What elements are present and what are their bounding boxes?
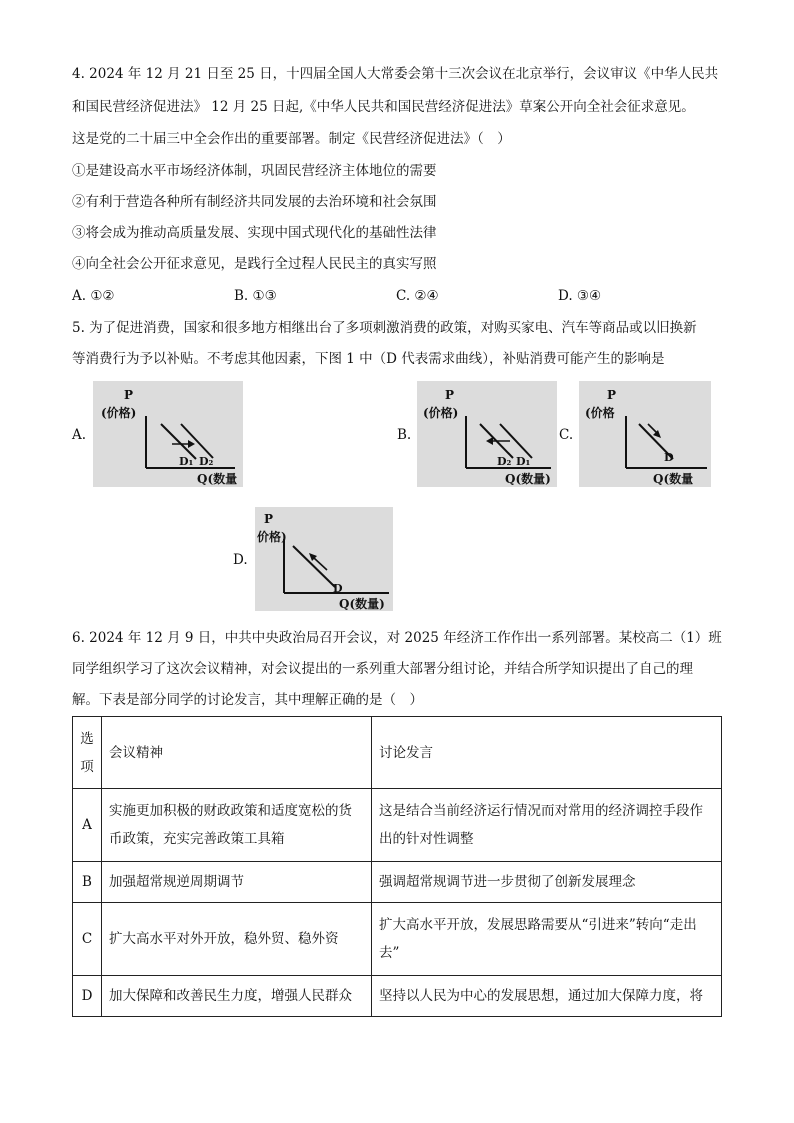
graph-b-curve-2-label: D₁ xyxy=(516,455,531,468)
graph-b-arrowhead xyxy=(486,437,493,445)
graph-d-curve-label: D xyxy=(333,582,343,595)
graph-c-curve-label: D xyxy=(664,451,674,464)
graph-a-curve-1 xyxy=(161,424,196,459)
graph-d-p-label: 价格) xyxy=(257,530,287,544)
header-speech: 讨论发言 xyxy=(372,717,722,789)
graph-a xyxy=(93,381,243,487)
graph-a-q-label: Q(数量 xyxy=(197,472,238,486)
table-header-row xyxy=(73,717,722,789)
graph-b xyxy=(417,381,557,487)
graph-d xyxy=(255,507,393,611)
q4-statement-2: ②有利于营造各种所有制经济共同发展的去治环境和社会氛围 xyxy=(72,194,437,210)
graph-a-option-label: A. xyxy=(72,427,87,443)
row-c-speech: 扩大高水平开放，发展思路需要从“引进来”转向“走出去” xyxy=(372,903,722,976)
q4-statement-1: ①是建设高水平市场经济体制，巩固民营经济主体地位的需要 xyxy=(72,163,437,179)
row-d-option: D xyxy=(73,976,102,1017)
q5-line-2: 等消费行为予以补贴。不考虑其他因素，下图 1 中（D 代表需求曲线），补贴消费可能产生的影响是 xyxy=(72,351,665,367)
header-option: 选项 xyxy=(73,717,102,789)
q4-line-3: 这是党的二十届三中全会作出的重要部署。制定《民营经济促进法》（ ） xyxy=(72,131,511,147)
graph-a-p: P xyxy=(124,388,134,402)
table-row xyxy=(73,862,722,903)
q6-line-3: 解。下表是部分同学的讨论发言，其中理解正确的是（ ） xyxy=(72,692,423,708)
q4-option-a: A. ①② xyxy=(72,288,115,304)
header-spirit: 会议精神 xyxy=(102,717,372,789)
q4-statement-4: ④向全社会公开征求意见，是践行全过程人民民主的真实写照 xyxy=(72,256,437,272)
graph-b-p-label: (价格) xyxy=(423,406,459,420)
row-d-spirit: 加大保障和改善民生力度，增强人民群众 xyxy=(102,976,372,1017)
graph-c-svg xyxy=(579,381,711,487)
table-row xyxy=(73,976,722,1017)
graph-d-svg xyxy=(255,507,393,611)
graph-c-p: P xyxy=(607,388,617,402)
graph-a-p-label: (价格) xyxy=(101,406,137,420)
table-row xyxy=(73,903,722,976)
graph-a-curve-2 xyxy=(181,424,213,458)
graph-b-option-label: B. xyxy=(397,427,412,443)
q4-option-d: D. ③④ xyxy=(558,288,602,304)
graph-c-p-label: (价格 xyxy=(585,406,615,420)
graph-c xyxy=(579,381,711,487)
row-a-option: A xyxy=(73,789,102,862)
graph-b-q-label: Q(数量) xyxy=(505,472,551,486)
table-row xyxy=(73,789,722,862)
q5-line-1: 5. 为了促进消费，国家和很多地方相继出台了多项刺激消费的政策，对购买家电、汽车等商品或以旧换新 xyxy=(72,320,697,336)
row-c-spirit: 扩大高水平对外开放，稳外贸、稳外资 xyxy=(102,903,372,976)
row-b-spirit: 加强超常规逆周期调节 xyxy=(102,862,372,903)
row-b-speech: 强调超常规调节进一步贯彻了创新发展理念 xyxy=(372,862,722,903)
discussion-table xyxy=(72,716,722,1017)
graph-b-p: P xyxy=(445,388,455,402)
graph-d-curve xyxy=(293,546,335,587)
graph-d-q-label: Q(数量) xyxy=(339,597,385,611)
graph-a-arrowhead xyxy=(188,440,195,448)
graph-a-curve-1-label: D₁ xyxy=(179,455,194,468)
graph-d-p: P xyxy=(264,512,274,526)
graph-a-svg xyxy=(93,381,243,487)
q4-line-2: 和国民营经济促进法》 12 月 25 日起,《中华人民共和国民营经济促进法》草案公开向全社会征求意见。 xyxy=(72,99,695,115)
graph-a-curve-2-label: D₂ xyxy=(199,455,214,468)
graph-b-svg xyxy=(417,381,557,487)
q4-option-c: C. ②④ xyxy=(396,288,439,304)
q4-statement-3: ③将会成为推动高质量发展、实现中国式现代化的基础性法律 xyxy=(72,225,437,241)
graph-c-option-label: C. xyxy=(559,427,574,443)
q6-line-2: 同学组织学习了这次会议精神，对会议提出的一系列重大部署分组讨论，并结合所学知识提出了自己的理 xyxy=(72,661,693,677)
q4-line-1: 4. 2024 年 12 月 21 日至 25 日，十四届全国人大常委会第十三次会议在北京举行，会议审议《中华人民共 xyxy=(72,66,719,82)
graph-b-curve-1-label: D₂ xyxy=(497,455,512,468)
graph-c-q-label: Q(数量 xyxy=(653,472,694,486)
row-c-option: C xyxy=(73,903,102,976)
row-b-option: B xyxy=(73,862,102,903)
row-a-spirit: 实施更加积极的财政政策和适度宽松的货币政策，充实完善政策工具箱 xyxy=(102,789,372,862)
graph-d-option-label: D. xyxy=(233,552,248,568)
graph-c-arrow xyxy=(648,424,657,433)
row-a-speech: 这是结合当前经济运行情况而对常用的经济调控手段作出的针对性调整 xyxy=(372,789,722,862)
row-d-speech: 坚持以人民为中心的发展思想，通过加大保障力度，将 xyxy=(372,976,722,1017)
q6-line-1: 6. 2024 年 12 月 9 日，中共中央政治局召开会议，对 2025 年经济工作作出一系列部署。某校高二（1）班 xyxy=(72,630,722,646)
q4-option-b: B. ①③ xyxy=(234,288,277,304)
